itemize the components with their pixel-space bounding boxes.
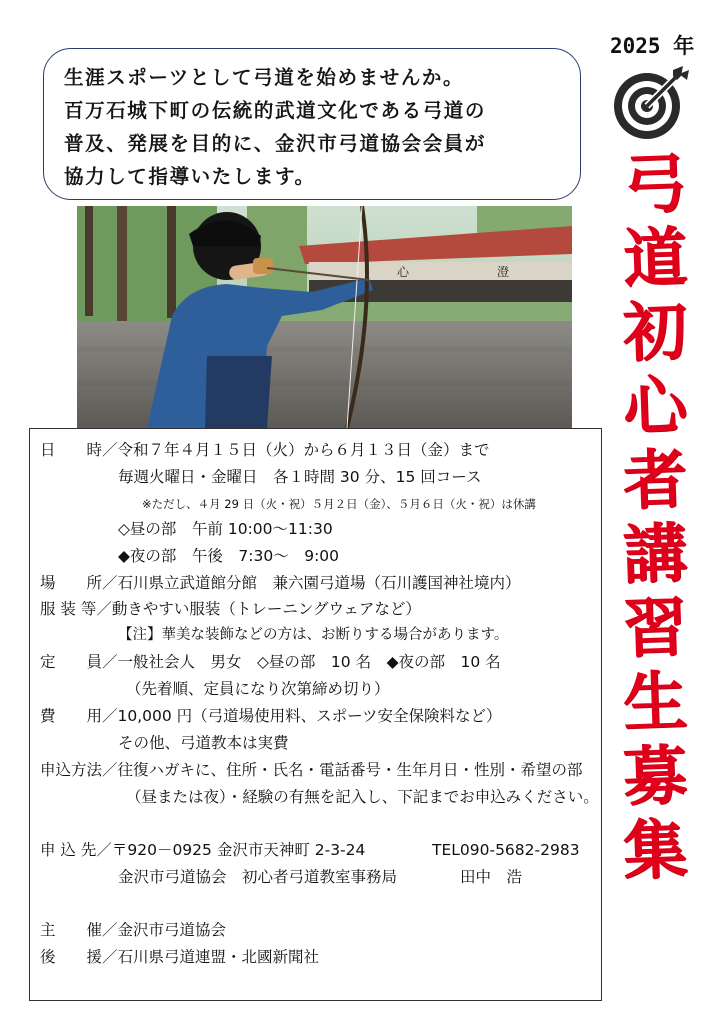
course-details-box [29,428,602,1001]
organizer-value: 金沢市弓道協会 [117,921,227,939]
title-char: 習 [621,589,689,668]
attire-value: 動きやすい服装（トレーニングウェアなど） [111,600,421,618]
intro-line: 百万石城下町の伝統的武道文化である弓道の [64,99,487,122]
attire-row [40,599,421,619]
organizer-label: 主 催／ [40,921,118,939]
organizer-row [40,920,226,940]
schedule-day-session: ◇昼の部 午前 10:00～11:30 [118,520,333,538]
photo-sign: 澄 [497,265,510,279]
schedule-value: 令和７年４月１５日（火）から６月１３日（金）まで [117,441,490,459]
intro-line: 生涯スポーツとして弓道を始めませんか。 [64,66,465,89]
apply-row [40,760,583,780]
attire-label: 服 装 等／ [40,600,112,618]
vertical-title [612,145,698,890]
fee-row [40,706,502,726]
contact-address: 〒920－0925 金沢市天神町 2-3-24 [111,841,366,859]
fee-note: その他、弓道教本は実費 [118,734,289,752]
target-arrow-icon [613,64,691,142]
attire-note: 【注】華美な装飾などの方は、お断りする場合があります。 [118,627,509,643]
apply-value: 往復ハガキに、住所・氏名・電話番号・生年月日・性別・希望の部 [117,761,583,779]
schedule-night-session: ◆夜の部 午後 7:30～ 9:00 [118,547,340,565]
title-char: 者 [621,441,689,520]
title-char: 生 [621,663,689,742]
contact-tel: TEL090-5682-2983 [432,841,580,859]
title-char: 初 [621,293,689,372]
capacity-row [40,652,501,672]
apply-note: （昼または夜）・経験の有無を記入し、下記までお申込みください。 [126,788,599,806]
title-char: 集 [621,811,689,890]
intro-line: 協力して指導いたします。 [64,165,316,188]
capacity-note: （先着順、定員になり次第締め切り） [126,680,390,698]
intro-box [43,48,581,200]
title-char: 募 [621,737,689,816]
venue-row [40,573,521,593]
title-char: 道 [621,219,689,298]
schedule-holiday-note: ※ただし、４月 29 日（火・祝）５月２日（金）、５月６日（火・祝）は休講 [142,497,536,511]
venue-label: 場 所／ [40,574,118,592]
support-value: 石川県弓道連盟・北國新聞社 [117,948,320,966]
title-char: 講 [621,515,689,594]
capacity-value: 一般社会人 男女 ◇昼の部 10 名 ◆夜の部 10 名 [117,653,501,671]
schedule-label: 日 時／ [40,441,118,459]
intro-line: 普及、発展を目的に、金沢市弓道協会会員が [64,132,487,155]
schedule-row [40,440,490,460]
fee-value: 10,000 円（弓道場使用料、スポーツ安全保険料など） [117,707,502,725]
apply-label: 申込方法／ [40,761,118,779]
title-char: 心 [621,367,689,446]
venue-value: 石川県立武道館分館 兼六園弓道場（石川護国神社境内） [117,574,521,592]
support-label: 後 援／ [40,948,118,966]
contact-label: 申 込 先／ [40,841,112,859]
contact-office: 金沢市弓道協会 初心者弓道教室事務局 [118,868,398,886]
archery-photo [77,206,572,428]
contact-row [40,840,365,860]
title-char: 弓 [621,145,689,224]
contact-person: 田中 浩 [460,868,523,886]
photo-sign: 心 [397,265,410,279]
support-row [40,947,319,967]
fee-label: 費 用／ [40,707,118,725]
year-label: 2025 年 [610,34,695,58]
capacity-label: 定 員／ [40,653,118,671]
schedule-weekly: 毎週火曜日・金曜日 各１時間 30 分、15 回コース [118,468,482,486]
